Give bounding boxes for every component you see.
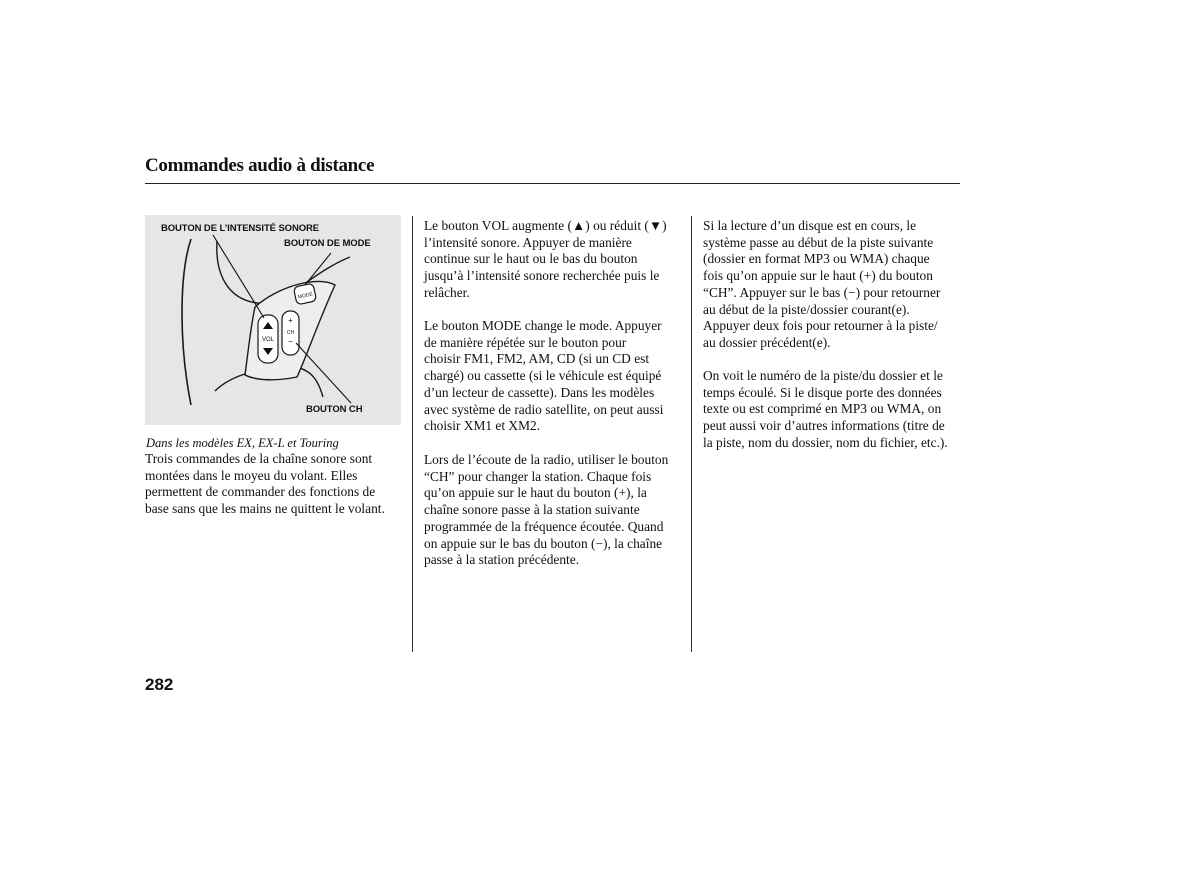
column-divider-right bbox=[691, 216, 692, 652]
label-volume-button: BOUTON DE L’INTENSITÉ SONORE bbox=[161, 223, 320, 234]
ch-plus-icon: + bbox=[288, 316, 293, 325]
text-line: Appuyer deux fois pour retourner à la piste/ bbox=[703, 318, 938, 334]
text-line: programmée de la fréquence écoutée. Quand bbox=[424, 518, 664, 534]
text-line: Le bouton MODE change le mode. Appuyer bbox=[424, 318, 662, 333]
text-line: Le bouton VOL augmente (▲) ou réduit (▼) bbox=[424, 218, 667, 233]
text-line: au dossier précédent(e). bbox=[703, 334, 831, 350]
title-rule bbox=[145, 183, 960, 184]
display-info-paragraph bbox=[703, 368, 948, 452]
text-line: jusqu’à l’intensité sonore recherchée puis le bbox=[424, 268, 660, 284]
text-line: Lors de l’écoute de la radio, utiliser le bouton bbox=[424, 452, 669, 467]
text-line: passe à la station précédente. bbox=[424, 552, 580, 568]
text-line: avec système de radio satellite, on peut aussi bbox=[424, 401, 664, 417]
mode-button-text: MODE bbox=[297, 291, 314, 301]
ch-minus-icon: − bbox=[288, 337, 293, 346]
text-line: base sans que les mains ne quittent le volant. bbox=[145, 501, 385, 517]
disc-paragraph bbox=[703, 218, 940, 352]
ch-radio-paragraph bbox=[424, 452, 668, 569]
text-line: On voit le numéro de la piste/du dossier et le bbox=[703, 368, 943, 383]
page-number: 282 bbox=[145, 675, 174, 694]
text-line: la piste, nom du dossier, nom du fichier, etc.). bbox=[703, 434, 948, 450]
leader-line-ch bbox=[296, 343, 351, 403]
wheel-rim-outer bbox=[182, 239, 191, 405]
text-line: fois qu’on appuie sur le haut (+) du bouton bbox=[703, 268, 933, 284]
text-line: système passe au début de la piste suivante bbox=[703, 234, 934, 250]
vol-button-text: VOL bbox=[261, 337, 275, 343]
ch-button-text: CH bbox=[286, 330, 295, 336]
text-line: qu’on appuie sur le haut du bouton (+), la bbox=[424, 485, 647, 501]
left-paragraph bbox=[145, 451, 385, 518]
text-line: permettent de commander des fonctions de bbox=[145, 484, 376, 500]
text-line: chargé) ou cassette (si le véhicule est équipé bbox=[424, 368, 662, 384]
text-line: “CH”. Appuyer sur le bas (−) pour retourner bbox=[703, 284, 941, 300]
text-line: l’intensité sonore. Appuyer de manière bbox=[424, 234, 632, 250]
column-divider-left bbox=[412, 216, 413, 652]
text-line: choisir FM1, FM2, AM, CD (si un CD est bbox=[424, 351, 650, 367]
text-line: peut aussi voir d’autres informations (titre de bbox=[703, 418, 945, 434]
steering-wheel-controls-figure bbox=[145, 215, 401, 425]
text-line: au début de la piste/dossier courant(e). bbox=[703, 301, 910, 317]
text-line: de manière répétée sur le bouton pour bbox=[424, 334, 627, 350]
text-line: chaîne sonore passe à la station suivante bbox=[424, 502, 640, 518]
text-line: choisir XM1 et XM2. bbox=[424, 418, 541, 434]
text-line: Trois commandes de la chaîne sonore sont bbox=[145, 451, 373, 466]
page-title: Commandes audio à distance bbox=[145, 155, 375, 176]
figure-caption: Dans les modèles EX, EX-L et Touring bbox=[146, 436, 339, 450]
text-line: on appuie sur le bas du bouton (−), la chaîne bbox=[424, 535, 663, 551]
text-line: texte ou est comprimé en MP3 ou WMA, on bbox=[703, 401, 942, 417]
text-line: d’un lecteur de cassette). Dans les modèles bbox=[424, 384, 655, 400]
text-line: temps écoulé. Si le disque porte des données bbox=[703, 384, 942, 400]
label-ch-button: BOUTON CH bbox=[306, 404, 363, 415]
text-line: montées dans le moyeu du volant. Elles bbox=[145, 467, 358, 483]
vol-paragraph bbox=[424, 218, 667, 302]
mode-paragraph bbox=[424, 318, 663, 435]
text-line: “CH” pour changer la station. Chaque fois bbox=[424, 468, 652, 484]
text-line: relâcher. bbox=[424, 284, 470, 300]
text-line: (dossier en format MP3 ou WMA) chaque bbox=[703, 251, 930, 267]
leader-line-volume bbox=[213, 235, 264, 318]
text-line: Si la lecture d’un disque est en cours, le bbox=[703, 218, 917, 233]
text-line: continue sur le haut ou le bas du bouton bbox=[424, 251, 638, 267]
label-mode-button: BOUTON DE MODE bbox=[284, 238, 371, 249]
